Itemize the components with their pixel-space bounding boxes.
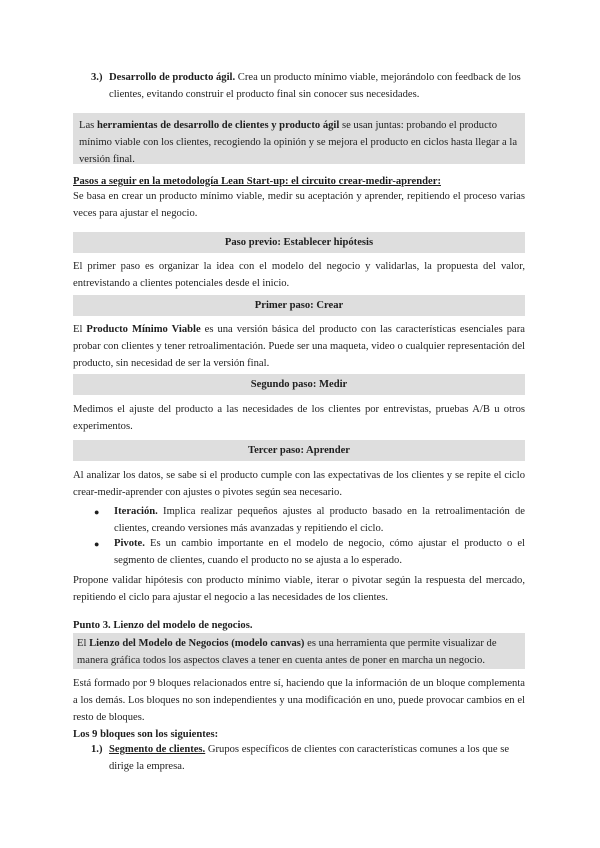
- note-text: Las herramientas de desarrollo de clientes y producto ágil se usan juntas: probando el producto mínimo viable con los clientes, recogiendo la opinión y se mejora el producto en ciclos hasta llegar a la versión final.: [79, 120, 518, 165]
- step-bar-previo: Paso previo: Establecer hipótesis: [73, 232, 525, 253]
- list-item-3-title: Desarrollo de producto ágil.: [109, 72, 236, 83]
- canvas-bold: Lienzo del Modelo de Negocios (modelo canvas): [89, 638, 305, 649]
- section-heading-punto3: Punto 3. Lienzo del modelo de negocios.: [73, 620, 253, 631]
- step-bar-medir: Segundo paso: Medir: [73, 374, 525, 395]
- step-text-crear: El Producto Mínimo Viable es una versión básica del producto con las características esenciales para probar con clientes y tener retroalimentación. Puede ser una maqueta, video o cualquier representación del producto, sin necesidad de ser la versión final.: [73, 324, 525, 369]
- list-item-1: Segmento de clientes. Grupos específicos de clientes con características comunes a los que se dirige la empresa.: [109, 744, 510, 772]
- section-heading-lean: Pasos a seguir en la metodología Lean Start-up: el circuito crear-medir-aprender:: [73, 176, 441, 187]
- step-text-previo: El primer paso es organizar la idea con el modelo del negocio y validarlas, la propuesta del valor, entrevistando a clientes potenciales desde el inicio.: [73, 261, 525, 289]
- bullet-pivote: Pivote. Es un cambio importante en el modelo de negocio, cómo ajustar el producto o el segmento de clientes, cuando el producto no se ajusta a lo esperado.: [114, 538, 525, 566]
- canvas-paragraph: Está formado por 9 bloques relacionados entre sí, haciendo que la información de un bloque complementa a los demás. Los bloques no son independientes y una modificación en uno, puede provocar cambios en el resto de bloques.: [73, 678, 525, 723]
- list-item-3-text: Crea un producto mínimo viable, mejorándolo con feedback de los clientes, evitando construir el producto final sin conocer sus necesidades.: [109, 72, 521, 100]
- step-text-aprender: Al analizar los datos, se sabe si el producto cumple con las expectativas de los clientes y se repite el ciclo crear-medir-aprender con ajustes o pivotes según sea necesario.: [73, 470, 525, 498]
- step-bar-aprender: Tercer paso: Aprender: [73, 440, 525, 461]
- bullet-iteracion: Iteración. Implica realizar pequeños ajustes al producto basado en la retroalimentación de clientes, creando versiones más avanzadas y repitiendo el ciclo.: [114, 506, 525, 534]
- note-box-canvas: [73, 633, 525, 669]
- canvas-note-text: El Lienzo del Modelo de Negocios (modelo canvas) es una herramienta que permite visualizar de manera gráfica todos los aspectos claves a tener en cuenta antes de poner en marcha un negocio.: [77, 638, 497, 666]
- note-bold: herramientas de desarrollo de clientes y producto ágil: [96, 120, 340, 131]
- bullet-icon: ●: [94, 539, 100, 549]
- bullet-pivote-title: Pivote.: [114, 538, 145, 549]
- propone-paragraph: Propone validar hipótesis con producto mínimo viable, iterar o pivotar según la respuesta del mercado, repitiendo el ciclo para ajustar el negocio a las necesidades de los clientes.: [73, 575, 525, 603]
- list-item-1-title: Segmento de clientes.: [109, 744, 206, 755]
- list-heading-bloques: Los 9 bloques son los siguientes:: [73, 729, 219, 740]
- step-text-medir: Medimos el ajuste del producto a las necesidades de los clientes por entrevistas, pruebas A/B u otros experimentos.: [73, 404, 525, 432]
- step-bar-crear: Primer paso: Crear: [73, 295, 525, 316]
- bullet-iteracion-title: Iteración.: [114, 506, 158, 517]
- list-number-1: 1.): [91, 744, 103, 755]
- note-box-herramientas: [73, 113, 525, 164]
- bullet-icon: ●: [94, 507, 100, 517]
- lean-intro: Se basa en crear un producto mínimo viable, medir su aceptación y aprender, repitiendo el proceso varias veces para ajustar el negocio.: [73, 191, 525, 219]
- pmv-bold: Producto Mínimo Viable: [86, 324, 201, 335]
- list-item-3: [109, 69, 527, 103]
- list-number-3: 3.): [91, 72, 103, 83]
